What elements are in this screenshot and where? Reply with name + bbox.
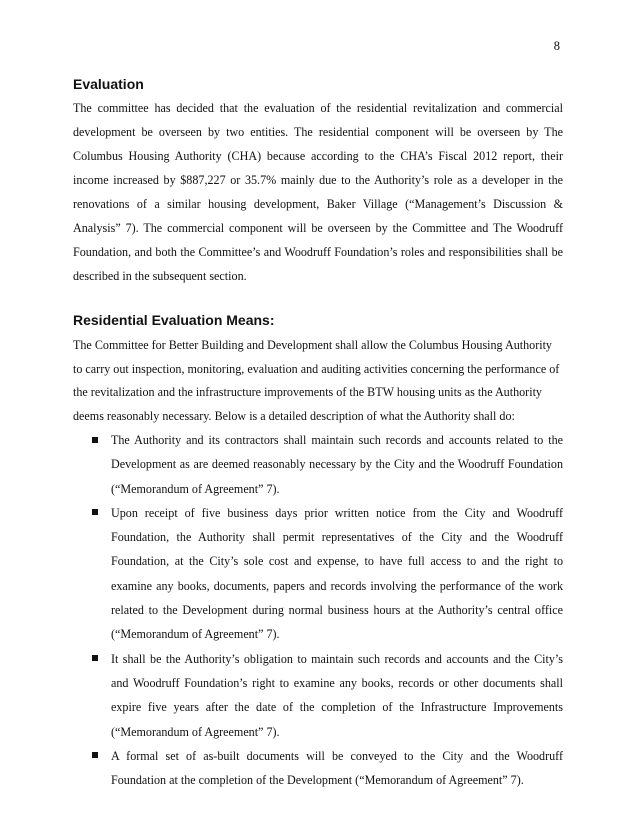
document-body	[73, 74, 563, 792]
list-item-text: It shall be the Authority’s obligation to maintain such records and accounts and the City’s and Woodruff Foundation’s right to examine any books, records or other documents shall expire five years after the date of the completion of the Infrastructure Improvements (“Memorandum of Agreement” 7).	[111, 651, 563, 739]
residential-evaluation-paragraph: The Committee for Better Building and Development shall allow the Columbus Housing Authority to carry out inspection, monitoring, evaluation and auditing activities concerning the performance of the revitalization and the infrastructure improvements of the BTW housing units as the Authority deems reasonably necessary. Below is a detailed description of what the Authority shall do:	[73, 338, 560, 423]
list-item	[73, 744, 563, 793]
square-bullet-icon	[92, 437, 98, 443]
square-bullet-icon	[92, 509, 98, 515]
list-item	[73, 647, 563, 744]
list-item	[73, 428, 563, 501]
square-bullet-icon	[92, 655, 98, 661]
square-bullet-icon	[92, 752, 98, 758]
section-heading-evaluation: Evaluation	[73, 76, 144, 92]
list-item	[73, 501, 563, 647]
section-heading-residential-evaluation-means: Residential Evaluation Means:	[73, 312, 275, 328]
list-item-text: A formal set of as-built documents will be conveyed to the City and the Woodruff Foundation at the completion of the Development (“Memorandum of Agreement” 7).	[111, 748, 563, 788]
evaluation-paragraph: The committee has decided that the evaluation of the residential revitalization and commercial development be overseen by two entities. The residential component will be overseen by The Columbus Housing Authority (CHA) because according to the CHA’s Fiscal 2012 report, their income increased by $887,227 or 35.7% mainly due to the Authority’s role as a developer in the renovations of a similar housing development, Baker Village (“Management’s Discussion & Analysis” 7). The commercial component will be overseen by the Committee and The Woodruff Foundation, and both the Committee’s and Woodruff Foundation’s roles and responsibilities shall be described in the subsequent section.	[73, 101, 563, 283]
bullet-list	[73, 428, 563, 792]
list-item-text: Upon receipt of five business days prior written notice from the City and Woodruff Foundation, the Authority shall permit representatives of the City and the Woodruff Foundation, at the City’s sole cost and expense, to have full access to and the right to examine any books, documents, papers and records involving the performance of the work related to the Development during normal business hours at the Authority’s central office (“Memorandum of Agreement” 7).	[111, 505, 563, 642]
list-item-text: The Authority and its contractors shall maintain such records and accounts related to the Development as are deemed reasonably necessary by the City and the Woodruff Foundation (“Memorandum of Agreement” 7).	[111, 433, 563, 496]
page-number: 8	[553, 39, 560, 53]
